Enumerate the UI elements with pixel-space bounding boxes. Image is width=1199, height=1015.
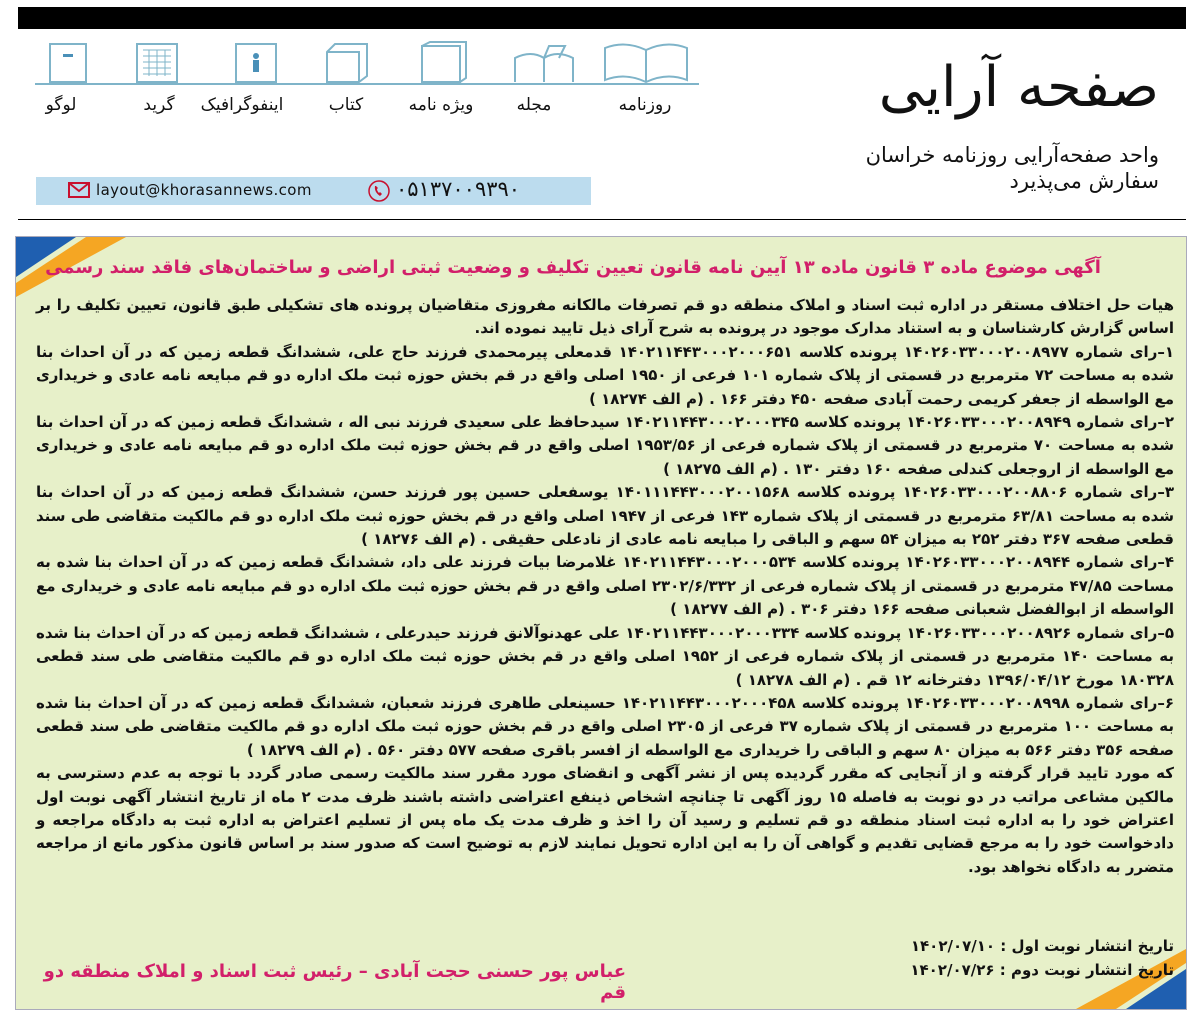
date-first: تاریخ انتشار نوبت اول : ۱۴۰۲/۰۷/۱۰ — [910, 937, 1174, 955]
notice-title: آگهی موضوع ماده ۳ قانون ماده ۱۳ آیین نامه قانون تعیین تکلیف و وضعیت ثبتی اراضی و ساختمان‌های فاقد سند رسمی — [45, 257, 1101, 278]
grid-icon[interactable] — [107, 40, 207, 84]
subtitle — [739, 142, 1159, 194]
supplement-icon[interactable] — [390, 40, 490, 84]
logo-icon[interactable] — [18, 40, 118, 84]
legal-notice — [15, 236, 1187, 1010]
category-label-grid[interactable]: گرید — [143, 95, 175, 115]
publication-dates — [844, 934, 1174, 982]
book-icon[interactable] — [297, 40, 397, 84]
date-second: تاریخ انتشار نوبت دوم : ۱۴۰۲/۰۷/۲۶ — [910, 961, 1174, 979]
email-address[interactable]: layout@khorasannews.com — [96, 181, 312, 199]
signature: عباس پور حسنی حجت آبادی – رئیس ثبت اسناد و املاک منطقه دو قم — [43, 961, 626, 1003]
notice-item-3: ۳–رای شماره ۱۴۰۲۶۰۳۳۰۰۰۲۰۰۸۸۰۶ پرونده کلاسه ۱۴۰۱۱۱۴۴۳۰۰۰۲۰۰۱۵۶۸ یوسفعلی حسین پور فرزند حسن، ششدانگ قطعه زمین که در آن احداث بنا شده به مساحت ۶۳/۸۱ مترمربع در قسمتی از پلاک شماره ۱۴۳ فرعی از ۱۹۴۷ اصلی واقع در قم بخش حوزه ثبت ملک اداره دو قم مالکیت متقاضی طی سند قطعی صفحه ۳۶۷ دفتر ۲۵۲ به میزان ۵۴ سهم و الباقی را مبایعه نامه عادی از نادعلی حقیقی . (م الف ۱۸۲۷۶ ) — [36, 483, 1174, 549]
category-label-infographic[interactable]: اینفوگرافیک — [200, 95, 284, 115]
category-label-magazine[interactable]: مجله — [516, 95, 552, 115]
newspaper-icon[interactable] — [596, 40, 696, 84]
magazine-icon[interactable] — [494, 40, 594, 84]
email-icon — [68, 182, 90, 198]
notice-item-2: ۲–رای شماره ۱۴۰۲۶۰۳۳۰۰۰۲۰۰۸۹۴۹ پرونده کلاسه ۱۴۰۲۱۱۴۴۳۰۰۰۲۰۰۰۳۴۵ سیدحافظ علی سعیدی فرزند نبی اله ، ششدانگ قطعه زمین که در آن احداث بنا شده به مساحت ۷۰ مترمربع در قسمتی از پلاک شماره فرعی از ۱۹۵۳/۵۶ اصلی واقع در قم بخش حوزه ثبت ملک اداره دو قم مبایعه نامه عادی و خریداری مع الواسطه از اروجعلی کندلی صفحه ۱۶۰ دفتر ۱۳۰ . (م الف ۱۸۲۷۵ ) — [36, 413, 1174, 478]
top-black-bar — [18, 7, 1186, 29]
notice-item-5: ۵–رای شماره ۱۴۰۲۶۰۳۳۰۰۰۲۰۰۸۹۲۶ پرونده کلاسه ۱۴۰۲۱۱۴۴۳۰۰۰۲۰۰۰۳۳۴ علی عهدنوآلانق فرزند حیدرعلی ، ششدانگ قطعه زمین که در آن احداث بنا شده به مساحت ۱۴۰ مترمربع در قسمتی از پلاک شماره فرعی از ۱۹۵۲ اصلی واقع در قم بخش حوزه ثبت ملک اداره دو قم مالکیت متقاضی طی سند قطعی ۱۸۰۳۲۸ مورخ ۱۳۹۶/۰۴/۱۲ دفترخانه ۱۲ قم . (م الف ۱۸۲۷۸ ) — [36, 623, 1175, 689]
notice-item-1: ۱–رای شماره ۱۴۰۲۶۰۳۳۰۰۰۲۰۰۸۹۷۷ پرونده کلاسه ۱۴۰۲۱۱۴۴۳۰۰۰۲۰۰۰۶۵۱ قدمعلی پیرمحمدی فرزند حاج علی، ششدانگ قطعه زمین که در آن احداث بنا شده به مساحت ۷۲ مترمربع در قسمتی از پلاک شماره ۱۰۱ فرعی از ۱۹۵۰ اصلی واقع در قم بخش حوزه ثبت ملک اداره دو قم مبایعه نامه عادی و خریداری مع الواسطه از جعفر کریمی رحمت آبادی صفحه ۴۵۰ دفتر ۱۶۶ . (م الف ۱۸۲۷۴ ) — [36, 342, 1174, 408]
infographic-icon[interactable] — [206, 40, 306, 84]
page-title: صفحه آرایی — [878, 55, 1159, 120]
category-label-supplement[interactable]: ویژه نامه — [408, 95, 474, 115]
phone-number[interactable]: ۰۵۱۳۷۰۰۹۳۹۰ — [396, 177, 521, 201]
notice-intro: هیات حل اختلاف مستقر در اداره ثبت اسناد و املاک منطقه دو قم تصرفات مالکانه مفروزی متقاضیان پرونده های تشکیلی طبق قانون، تعیین تکلیف را بر اساس گزارش کارشناسان و به استناد مدارک موجود در پرونده به شرح آرای ذیل تایید نموده اند. — [36, 296, 1174, 338]
category-label-book[interactable]: کتاب — [328, 95, 364, 115]
category-label-logo[interactable]: لوگو — [45, 95, 77, 115]
phone-icon — [368, 180, 390, 202]
category-label-newspaper[interactable]: روزنامه — [618, 95, 672, 115]
subtitle-line-1: واحد صفحه‌آرایی روزنامه خراسان — [865, 143, 1159, 167]
notice-item-4: ۴–رای شماره ۱۴۰۲۶۰۳۳۰۰۰۲۰۰۸۹۴۴ پرونده کلاسه ۱۴۰۲۱۱۴۴۳۰۰۰۲۰۰۰۵۳۴ غلامرضا بیات فرزند علی داد، ششدانگ قطعه زمین که در آن احداث بنا شده به مساحت ۴۷/۸۵ مترمربع در قسمتی از پلاک شماره فرعی از ۲۳۰۲/۶/۳۳۲ اصلی واقع در قم بخش حوزه ثبت ملک اداره دو قم مبایعه نامه عادی و خریداری مع الواسطه از ابوالفضل شعبانی صفحه ۱۶۶ دفتر ۳۰۶ . (م الف ۱۸۲۷۷ ) — [36, 553, 1174, 619]
notice-item-6: ۶–رای شماره ۱۴۰۲۶۰۳۳۰۰۰۲۰۰۸۹۹۸ پرونده کلاسه ۱۴۰۲۱۱۴۴۳۰۰۰۲۰۰۰۴۵۸ حسینعلی طاهری فرزند شعبان، ششدانگ قطعه زمین که در آن احداث بنا شده به مساحت ۱۰۰ مترمربع در قسمتی از پلاک شماره ۳۷ فرعی از ۲۳۰۵ اصلی واقع در قم بخش حوزه ثبت ملک اداره دو قم مالکیت متقاضی طی سند قطعی صفحه ۳۵۶ دفتر ۵۶۶ به میزان ۸۰ سهم و الباقی را خریداری مع الواسطه از افسر باقری صفحه ۵۷۷ دفتر ۵۶۰ . (م الف ۱۸۲۷۹ ) — [36, 693, 1175, 759]
subtitle-line-2: سفارش می‌پذیرد — [1009, 169, 1159, 193]
header-divider — [18, 219, 1186, 220]
notice-body — [36, 294, 1174, 879]
notice-closing: که مورد تایید قرار گرفته و از آنجایی که مقرر گردیده پس از نشر آگهی و انقضای مورد مقرر سند مالکیت رسمی صادر گردد با توجه به عدم دسترسی به مالکین مشاعی مراتب در دو نوبت به فاصله ۱۵ روز آگهی تا چنانچه اشخاص ذینفع اعتراضی داشته باشند ظرف مدت ۲ ماه از تاریخ انتشار آگهی نوبت اول اعتراض خود را به اداره ثبت اسناد منطقه دو قم تسلیم و رسید آن را اخذ و ظرف مدت یک ماه پس از تسلیم اعتراض به اداره ثبت به دادگاه مراجعه و دادخواست خود را به مرجع قضایی تقدیم و گواهی آن را به این اداره تحویل نمایند لازم به توضیح است که صدور سند بر اساس قانون مذکور مانع از مراجعه متضرر به دادگاه نخواهد بود. — [36, 764, 1174, 876]
